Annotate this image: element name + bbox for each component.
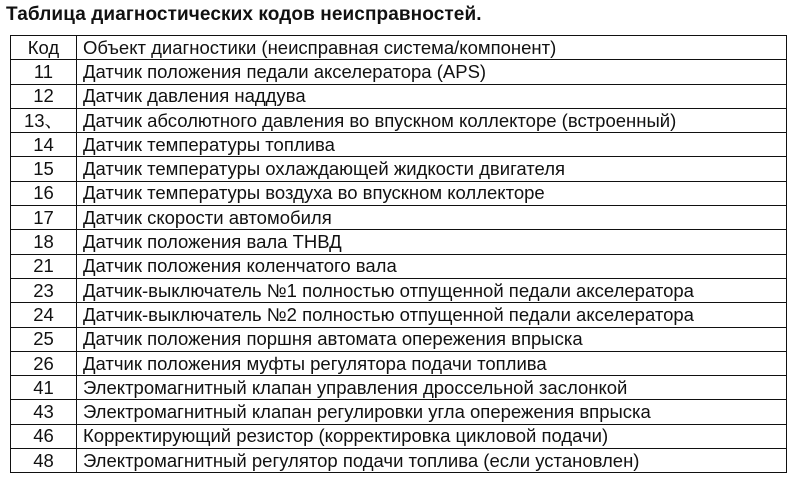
table-row bbox=[11, 327, 787, 351]
row-code: 13、 bbox=[11, 108, 77, 132]
row-description: Электромагнитный клапан регулировки угла опережения впрыска bbox=[77, 400, 787, 424]
row-code: 21 bbox=[11, 254, 77, 278]
row-code: 24 bbox=[11, 303, 77, 327]
row-description: Датчик положения поршня автомата опережения впрыска bbox=[77, 327, 787, 351]
row-description: Электромагнитный клапан управления дроссельной заслонкой bbox=[77, 376, 787, 400]
row-code: 23 bbox=[11, 278, 77, 302]
table-row bbox=[11, 449, 787, 473]
row-description: Датчик-выключатель №1 полностью отпущенной педали акселератора bbox=[77, 278, 787, 302]
header-code: Код bbox=[11, 36, 77, 60]
table-row bbox=[11, 376, 787, 400]
row-code: 14 bbox=[11, 133, 77, 157]
table-row bbox=[11, 303, 787, 327]
row-code: 46 bbox=[11, 424, 77, 448]
row-code: 16 bbox=[11, 181, 77, 205]
header-object: Объект диагностики (неисправная система/компонент) bbox=[77, 36, 787, 60]
row-description: Датчик положения вала ТНВД bbox=[77, 230, 787, 254]
table-row bbox=[11, 278, 787, 302]
row-description: Датчик-выключатель №2 полностью отпущенной педали акселератора bbox=[77, 303, 787, 327]
row-code: 25 bbox=[11, 327, 77, 351]
table-row bbox=[11, 351, 787, 375]
table-row bbox=[11, 133, 787, 157]
row-code: 26 bbox=[11, 351, 77, 375]
row-description: Датчик скорости автомобиля bbox=[77, 206, 787, 230]
row-description: Датчик температуры охлаждающей жидкости двигателя bbox=[77, 157, 787, 181]
table-row bbox=[11, 108, 787, 132]
diagnostic-codes-table bbox=[10, 35, 787, 473]
table-row bbox=[11, 60, 787, 84]
row-code: 11 bbox=[11, 60, 77, 84]
row-description: Датчик положения коленчатого вала bbox=[77, 254, 787, 278]
row-code: 48 bbox=[11, 449, 77, 473]
row-description: Датчик давления наддува bbox=[77, 84, 787, 108]
row-description: Датчик температуры воздуха во впускном коллекторе bbox=[77, 181, 787, 205]
row-code: 41 bbox=[11, 376, 77, 400]
table-header-row bbox=[11, 36, 787, 60]
row-description: Датчик положения педали акселератора (APS) bbox=[77, 60, 787, 84]
table-row bbox=[11, 84, 787, 108]
row-description: Датчик положения муфты регулятора подачи топлива bbox=[77, 351, 787, 375]
table-row bbox=[11, 181, 787, 205]
row-code: 18 bbox=[11, 230, 77, 254]
page-title: Таблица диагностических кодов неисправностей. bbox=[6, 4, 482, 25]
table-row bbox=[11, 230, 787, 254]
table-row bbox=[11, 206, 787, 230]
row-description: Электромагнитный регулятор подачи топлива (если установлен) bbox=[77, 449, 787, 473]
row-code: 17 bbox=[11, 206, 77, 230]
table-row bbox=[11, 254, 787, 278]
row-description: Датчик температуры топлива bbox=[77, 133, 787, 157]
table-row bbox=[11, 157, 787, 181]
table-body bbox=[11, 60, 787, 473]
row-code: 15 bbox=[11, 157, 77, 181]
row-description: Датчик абсолютного давления во впускном коллекторе (встроенный) bbox=[77, 108, 787, 132]
row-code: 12 bbox=[11, 84, 77, 108]
table-row bbox=[11, 424, 787, 448]
row-description: Корректирующий резистор (корректировка цикловой подачи) bbox=[77, 424, 787, 448]
table-row bbox=[11, 400, 787, 424]
row-code: 43 bbox=[11, 400, 77, 424]
